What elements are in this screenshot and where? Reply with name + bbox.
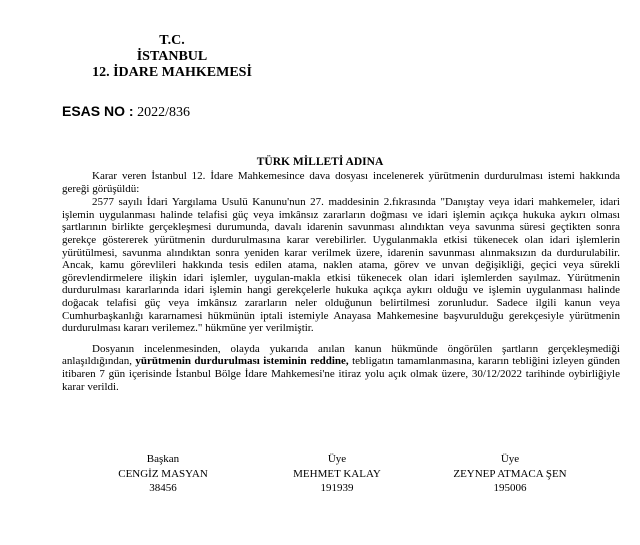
signature-name: MEHMET KALAY (293, 467, 381, 480)
paragraph-ruling (62, 343, 620, 393)
paragraph-law: 2577 sayılı İdari Yargılama Usulü Kanunu'nun 27. maddesinin 2.fıkrasında "Danıştay veya idari mahkemeler, idari işlemin uygulanması halinde telafisi güç veya imkânsız zararların doğması ve idari işlemin açıkça hukuka aykırı olması şartlarının birlikte gerçekleşmesi durumunda, davalı idarenin savunması alındıktan veya savunma süresi geçtikten sonra gerekçe göstererek yürütmenin durdurulmasına karar verebilirler. Uygulanmakla etkisi tükenecek olan idari işlemlerin yürütülmesi, savunma alındıktan sonra yeniden karar verilmek üzere, idarenin savunması alınmaksızın da durdurulabilir. Ancak, kamu görevlileri hakkında tesis edilen atama, naklen atama, görev ve unvan değişikliği, geçici veya sürekli görevlendirmelere ilişkin idari işlemler, uygulan-makla etkisi tükenecek olan idari işlemlerden sayılmaz. Yürütmenin durdurulması kararlarında idari işlemin hangi gerekçelerle hukuka açıkça aykırı olduğu ve işlemin uygulanması halinde doğacak telafisi güç veya imkânsız zararların neler olduğunun belirtilmesi zorunludur. Sadece ilgili kanun veya Cumhurbaşkanlığı kararnamesi hükmünün iptali istemiyle Anayasa Mahkemesine başvurulduğu gerekçesiyle yürütmenin durdurulması kararı verilemez." hükmüne yer verilmiştir. (62, 196, 620, 335)
ruling-text-bold: yürütmenin durdurulması isteminin reddine, (135, 355, 349, 368)
document-title: TÜRK MİLLETİ ADINA (256, 156, 384, 168)
signature-name: CENGİZ MASYAN (118, 467, 208, 480)
case-number-value: 2022/836 (137, 105, 190, 120)
decision-body (62, 170, 620, 393)
signature-id: 38456 (149, 482, 177, 494)
signature-role: Üye (327, 453, 347, 465)
case-number (62, 103, 190, 121)
header-court: 12. İDARE MAHKEMESİ (92, 65, 252, 80)
case-number-label: ESAS NO : (62, 103, 134, 119)
signature-name: ZEYNEP ATMACA ŞEN (453, 467, 567, 480)
signature-chair (78, 452, 248, 496)
paragraph-intro: Karar veren İstanbul 12. İdare Mahkemesince dava dosyası incelenerek yürütmenin durdurulması istemi hakkında gereği görüşüldü: (62, 170, 620, 195)
header-city: İSTANBUL (136, 49, 208, 64)
signature-role: Başkan (146, 453, 180, 465)
ruling-text-pre: Dosyanın incelenmesinden, olayda yukarıda anılan kanun hükmünde öngörülen şartların gerçekleşmediği anlaşıldığından, (62, 342, 620, 368)
header-tc: T.C. (159, 33, 185, 48)
signature-id: 195006 (493, 482, 527, 494)
signature-id: 191939 (320, 482, 354, 494)
signature-member-1 (252, 452, 422, 496)
court-header (62, 33, 282, 81)
signature-role: Üye (500, 453, 520, 465)
ruling-text-post: tebligatın tamamlanmasına, kararın tebliğini izleyen günden itibaren 7 gün içerisinde İstanbul Bölge İdare Mahkemesi'ne itiraz yolu açık olmak üzere, 30/12/2022 tarihinde oybirliğiyle karar verildi. (62, 355, 620, 393)
signature-member-2 (425, 452, 595, 496)
